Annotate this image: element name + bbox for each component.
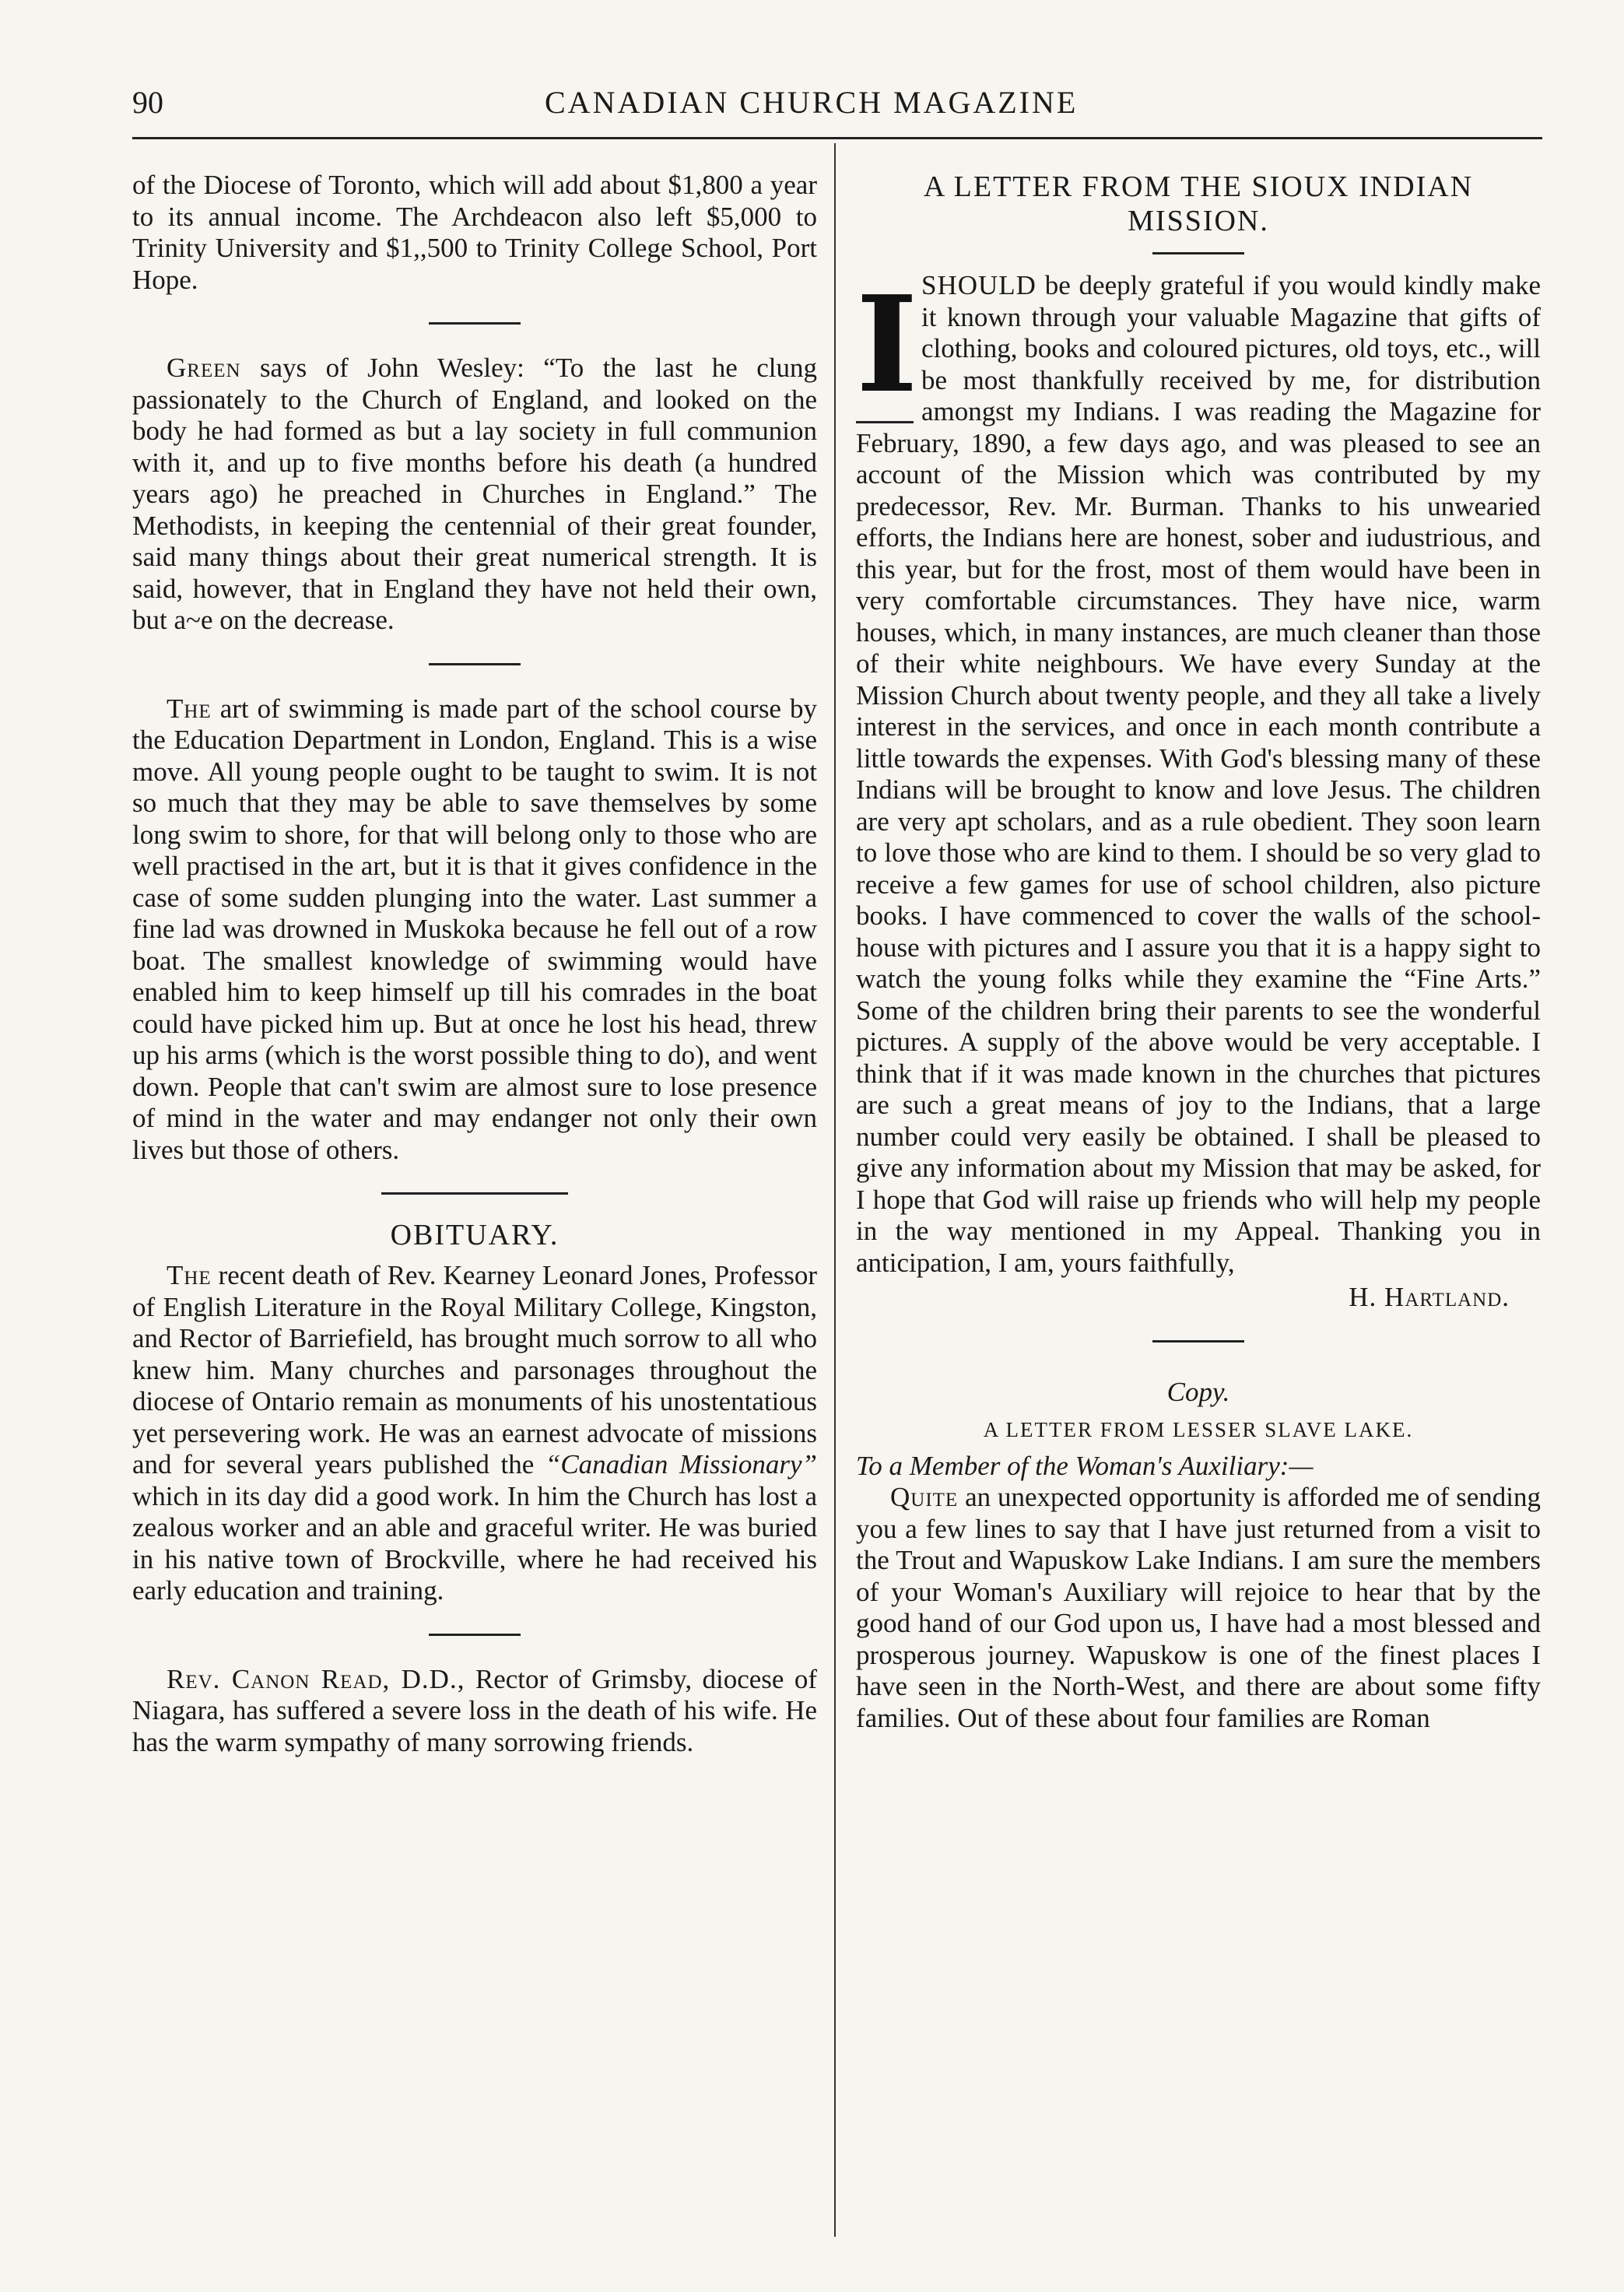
wesley-paragraph <box>132 353 817 637</box>
obituary-body-2: which in its day did a good work. In him the Church has lost a zealous worker and an able and graceful writer. He was buried in his native town of Brockville, where he had received his early education and training. <box>132 1480 817 1606</box>
obituary-lead-word: The <box>167 1260 212 1290</box>
sioux-letter-body <box>856 270 1541 1279</box>
sioux-letter-lead: SHOULD <box>921 270 1036 300</box>
section-rule <box>429 322 521 325</box>
slave-lake-letter-body <box>856 1482 1541 1734</box>
swimming-lead-word: The <box>167 693 212 724</box>
page-number: 90 <box>132 85 163 120</box>
slave-lake-lead-word: Quite <box>890 1482 959 1512</box>
slave-lake-letter-subtitle: A LETTER FROM LESSER SLAVE LAKE. <box>983 1418 1414 1441</box>
obituary-heading: OBITUARY. <box>390 1219 559 1251</box>
obituary-paragraph <box>132 1260 817 1607</box>
slave-lake-text: an unexpected opportunity is afforded me of sending you a few lines to say that I have just returned from a visit to the Trout and Wapuskow Lake Indians. I am sure the members of your Woman's Auxiliary will rejoice to hear that by the good hand of our God upon us, I have had a most blessed and prosperous journey. Wapuskow is one of the finest places I have seen in the North-West, and there are about some fifty families. Out of these about four families are Roman <box>856 1482 1541 1733</box>
sioux-letter <box>856 270 1541 1279</box>
ornamental-drop-cap: I <box>856 270 918 423</box>
wesley-lead-word: Green <box>167 353 241 383</box>
canon-read-body: Rector of Grimsby, diocese of Niagara, has suffered a severe loss in the death of his wife. He has the warm sympathy of many sorrowing friends. <box>132 1663 818 1757</box>
right-column <box>856 170 1541 1734</box>
toronto-bequest-paragraph: of the Diocese of Toronto, which will add about $1,800 a year to its annual income. The Archdeacon also left $5,000 to Trinity University and $1,,500 to Trinity College School, Port Hope. <box>132 170 817 295</box>
swimming-paragraph <box>132 693 817 1167</box>
column-divider <box>834 143 836 2237</box>
section-rule <box>429 663 521 665</box>
swimming-body: art of swimming is made part of the school course by the Education Department in London, England. This is a wise move. All young people ought to be taught to swim. It is not so much that they may be able to save themselves by some long swim to shore, for that will belong only to those who are well practised in the art, but it is that it gives confidence in the case of some sudden plunging into the water. Last summer a fine lad was drowned in Muskoka because he fell out of a row boat. The smallest knowledge of swimming would have enabled him to keep himself up till his comrades in the boat could have picked him up. But at once he lost his head, threw up his arms (which is the worst possible thing to do), and went down. People that can't swim are almost sure to lose presence of mind in the water and may endanger not only their own lives but those of others. <box>132 693 817 1165</box>
page-header <box>132 84 1549 131</box>
running-title: CANADIAN CHURCH MAGAZINE <box>545 85 1079 120</box>
obituary-publication-title: “Canadian Missionary” <box>545 1449 817 1479</box>
section-rule <box>1152 1340 1244 1343</box>
section-rule <box>1152 252 1244 254</box>
sioux-letter-text: be deeply grateful if you would kindly make it known through your valuable Magazine that gifts of clothing, books and coloured pictures, old toys, etc., will be most thankfully received by me, for distribution amongst my Indians. I was reading the Magazine for February, 1890, a few days ago, and was pleased to see an account of the Mission which was contributed by my predecessor, Rev. Mr. Burman. Thanks to his unwearied efforts, the Indians here are honest, sober and iudustrious, and this year, but for the frost, most of them would have been in very comfortable circumstances. They have nice, warm houses, which, in many instances, are much cleaner than those of their white neighbours. We have every Sunday at the Mission Church about twenty people, and they all take a lively interest in the services, and once in each month contribute a little towards the expenses. With God's blessing many of these Indians will be brought to know and love Jesus. The children are very apt scholars, and as a rule obedient. They soon learn to love those who are kind to them. I should be so very glad to receive a few games for use of school children, also picture books. I have commenced to cover the walls of the school-house with pictures and I assure you that it is a happy sight to watch the young folks while they examine the “Fine Arts.” Some of the children bring their parents to see the wonderful pictures. A supply of the above would be very acceptable. I think that if it was made known in the churches that pictures are such a great means of joy to the Indians, that a large number could very easily be obtained. I shall be pleased to give any information about my Mission that may be asked, for I hope that God will raise up friends who will help my people in the way mentioned in my Appeal. Thanking you in anticipation, I am, yours faithfully, <box>856 270 1541 1278</box>
canon-read-paragraph <box>132 1664 817 1759</box>
left-column <box>132 170 817 1758</box>
header-rule <box>132 137 1542 139</box>
letter-salutation: To a Member of the Woman's Auxiliary:— <box>856 1450 1314 1481</box>
section-rule <box>381 1192 568 1195</box>
copy-title: Copy. <box>1166 1376 1230 1407</box>
wesley-body: says of John Wesley: “To the last he clung passionately to the Church of England, and looked on the body he had formed as but a lay society in full communion with it, and up to five months before his death (a hundred years ago) he preached in Churches in England.” The Methodists, in keeping the centennial of their great founder, said many things about their great numerical strength. It is said, however, that in England they have not held their own, but a~e on the decrease. <box>132 353 817 635</box>
section-rule <box>429 1634 521 1636</box>
letter-signature: H. Hartland. <box>1349 1282 1510 1312</box>
sioux-letter-heading: A LETTER FROM THE SIOUX INDIAN MISSION. <box>923 170 1474 237</box>
canon-read-lead: Rev. Canon Read, D.D., <box>167 1663 465 1694</box>
obituary-body-1: recent death of Rev. Kearney Leonard Jones, Professor of English Literature in the Royal Military College, Kingston, and Rector of Barriefield, has brought much sorrow to all who knew him. Many churches and parsonages throughout the diocese of Ontario remain as monuments of his unostentatious yet persevering work. He was an earnest advocate of missions and for several years published the <box>132 1260 817 1479</box>
